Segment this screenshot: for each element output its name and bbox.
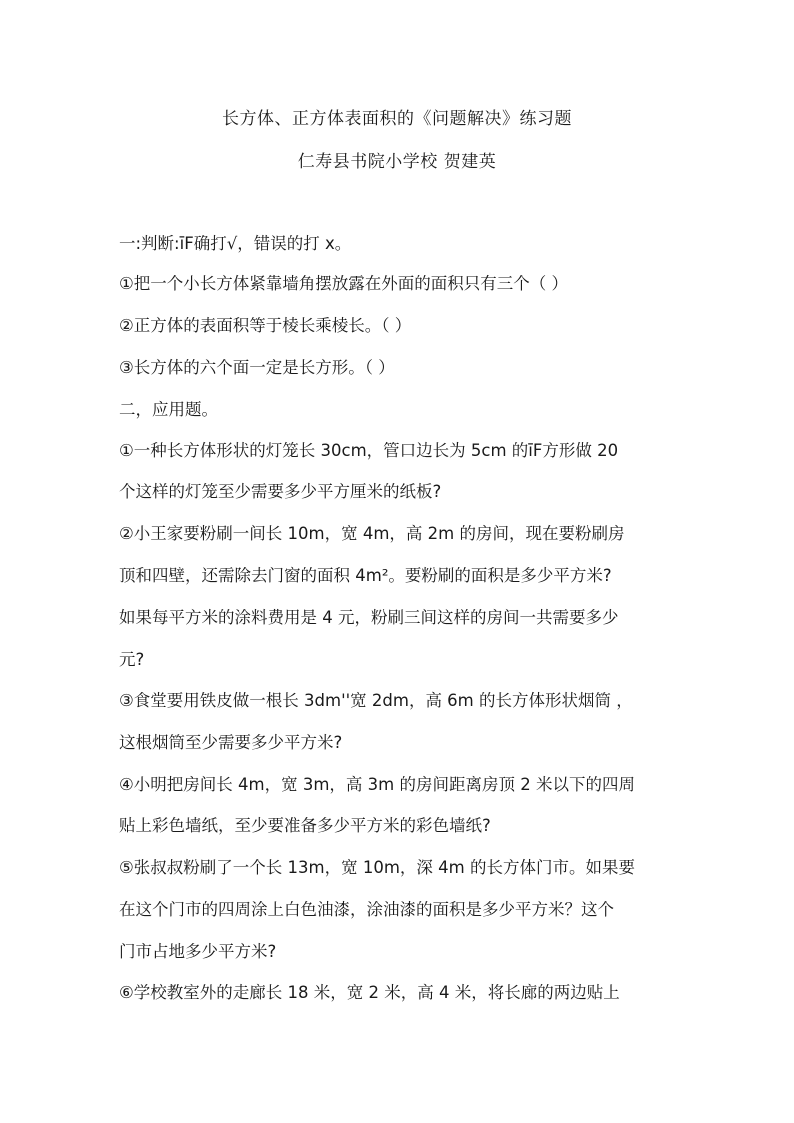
question-line: 个这样的灯笼至少需要多少平方厘米的纸板?: [119, 482, 442, 501]
question-line: 元?: [119, 650, 145, 669]
question-line: ②小王家要粉刷一间长 10m，宽 4m，高 2m 的房间，现在要粉刷房: [119, 524, 625, 543]
section-judgement-heading: 一:判断:īF确打√，错误的打 x。: [119, 234, 352, 253]
question-line: ①把一个小长方体紧靠墙角摆放露在外面的面积只有三个（ ）: [119, 274, 569, 293]
question-line: ③食堂要用铁皮做一根长 3dm''宽 2dm，高 6m 的长方体形状烟筒 ，: [119, 691, 633, 710]
question-line: ①一种长方体形状的灯笼长 30cm，管口边长为 5cm 的īF方形做 20: [119, 441, 619, 460]
question-line: ④小明把房间长 4m，宽 3m，高 3m 的房间距离房顶 2 米以下的四周: [119, 775, 635, 794]
question-line: ②正方体的表面积等于棱长乘棱长。（ ）: [119, 316, 412, 335]
question-line: 如果每平方米的涂料费用是 4 元，粉刷三间这样的房间一共需要多少: [119, 608, 619, 627]
question-line: ⑥学校教室外的走廊长 18 米，宽 2 米，高 4 米，将长廊的两边贴上: [119, 983, 620, 1002]
question-line: 门市占地多少平方米?: [119, 942, 277, 961]
question-line: 顶和四壁，还需除去门窗的面积 4m²。要粉刷的面积是多少平方米?: [119, 566, 612, 585]
document-title: 长方体、正方体表面积的《问题解决》练习题: [222, 109, 572, 129]
section-application-heading: 二，应用题。: [119, 400, 218, 419]
question-line: 在这个门市的四周涂上白色油漆，涂油漆的面积是多少平方米？这个: [119, 900, 614, 919]
question-line: ③长方体的六个面一定是长方形。（ ）: [119, 358, 395, 377]
question-line: 贴上彩色墙纸，至少要准备多少平方米的彩色墙纸?: [119, 816, 491, 835]
document-subtitle: 仁寿县书院小学校 贺建英: [297, 152, 497, 172]
question-line: 这根烟筒至少需要多少平方米?: [119, 733, 343, 752]
question-line: ⑤张叔叔粉刷了一个长 13m，宽 10m，深 4m 的长方体门市。如果要: [119, 858, 635, 877]
